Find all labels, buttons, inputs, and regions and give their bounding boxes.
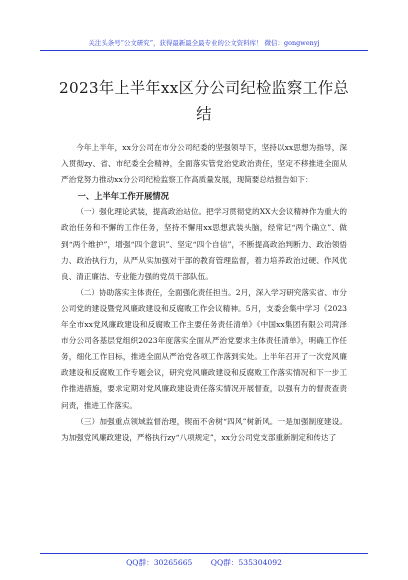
document-body bbox=[61, 140, 347, 446]
section-heading: 一、上半年工作开展情况 bbox=[77, 191, 169, 202]
paragraph-responsibility: （二）协助落实主体责任，全面强化责任担当。2月，深入学习研究落实省、市分公司党的建设暨党风廉政建设和反腐败工作会议精神。5月，支委会集中学习《2023年全市xx党风廉政建设和反腐败工作主要任务责任清单》《中国xx集团有限公司菏泽市分公司各基层党组织2023年度落实全面从严治党要求主体责任清单》，明确工作任务，细化工作目标，推进全面从严治党各项工作落到实处。上半年召开了一次党风廉政建设和反腐败工作专题会议，研究党风廉政建设和反腐败工作落实情况和下一步工作推进措施，要求定期对党风廉政建设责任落实情况开展督查，以强有力的督责查责问责，推进工作落实。 bbox=[61, 287, 347, 410]
document-title-line-1: 2023年上半年xx区分公司纪检监察工作总 bbox=[59, 79, 349, 97]
footer-qq-group-2: QQ群：535304092 bbox=[210, 558, 282, 567]
paragraph-supervision: （三）加强重点领域监督治理，锲而不舍树“四风”树新风。一是加强制度建设。为加强党风廉政建设，严格执行zy“八项规定”，xx分公司党支部重新制定和传达了 bbox=[61, 416, 347, 442]
paragraph-theory: （一）强化理论武装，提高政治站位。把学习贯彻党的XX大会议精神作为重大的政治任务和不懈的工作任务，坚持不懈用xx思想武装头脑，经常记“两个确立”、做到“两个维护”，增强“四个意识”、坚定“四个自信”，不断提高政治判断力、政治领悟力、政治执行力，从严从实加强对干部的教育管理监督，着力培养政治过硬、作风优良、清正廉洁、专业能力强的党员干部队伍。 bbox=[61, 207, 347, 281]
document-title-line-2: 结 bbox=[196, 105, 212, 123]
footer-qq-group-1: QQ群：30265665 bbox=[126, 558, 193, 567]
header-divider bbox=[40, 50, 368, 51]
footer-divider bbox=[40, 553, 368, 554]
promo-banner-text: 关注头条号“公文研究”，获得最新最全最专业的公文资料库！ 微信：gongwenyj bbox=[88, 39, 320, 47]
intro-paragraph: 今年上半年，xx分公司在市分公司纪委的坚强领导下，坚持以xx思想为指导，深入贯彻zy、省、市纪委全会精神，全面落实管党治党政治责任，坚定不移推进全面从严治党努力推动xx分公司纪检监察工作高质量发展，现简要总结报告如下： bbox=[61, 143, 347, 185]
footer bbox=[40, 557, 368, 568]
